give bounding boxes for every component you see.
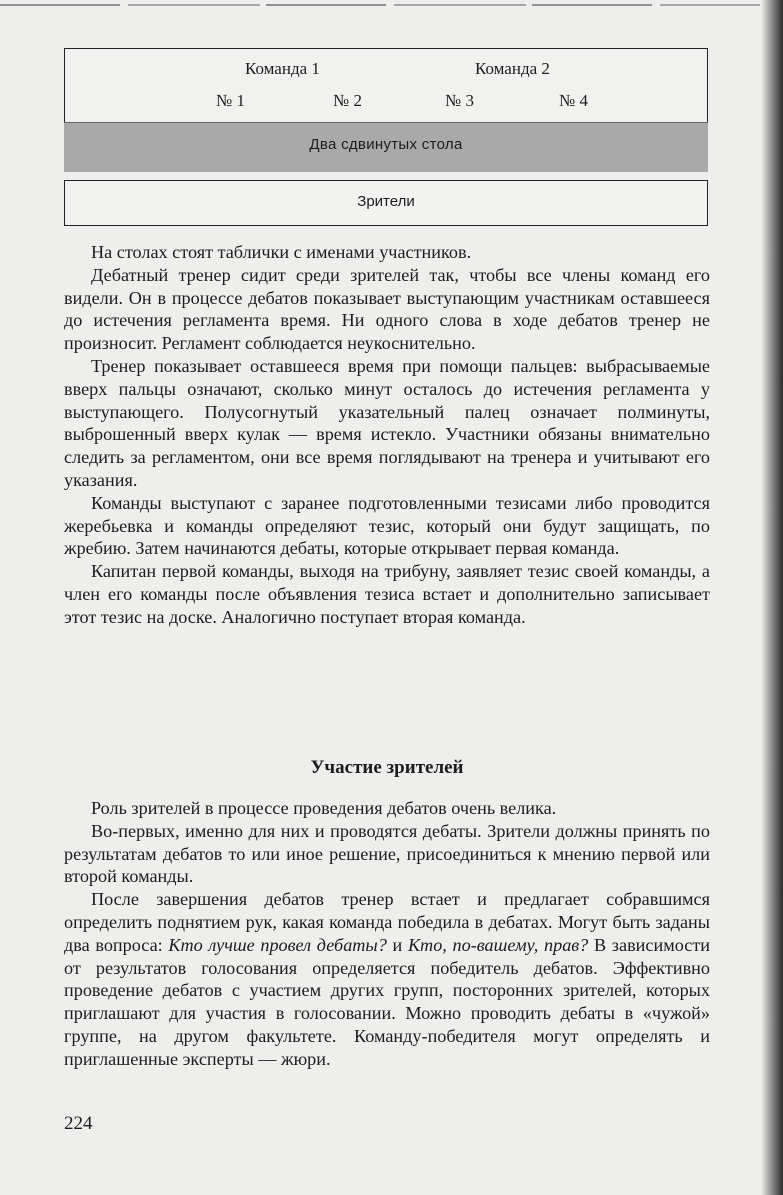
question-2: Кто, по-вашему, прав? — [407, 934, 589, 955]
paragraph: На столах стоят таблички с именами участников. — [91, 242, 472, 262]
team-2-label: Команда 2 — [475, 59, 550, 78]
paragraph: Дебатный тренер сидит среди зрителей так, чтобы все члены команд его видели. Он в процессе дебатов показывает выступающим участникам оставшееся до истечения регламента время. Ни одного слова в ходе дебатов тренер не произносит. Регламент соблюдается неукоснительно. — [64, 264, 710, 354]
seat-number-3: № 3 — [445, 91, 474, 110]
audience-box — [64, 180, 708, 226]
seat-number-1: № 1 — [216, 91, 245, 110]
paragraph: Тренер показывает оставшееся время при помощи пальцев: выбрасываемые вверх пальцы означают, сколько минут осталось до истечения регламента у выступающего. Полусогнутый указательный палец означает полминуты, выброшенный вверх кулак — время истекло. Участники обязаны внимательно следить за регламентом, они все время поглядывают на тренера и учитывают его указания. — [64, 355, 710, 490]
tables-band — [64, 122, 708, 172]
seat-number-2: № 2 — [333, 91, 362, 110]
paragraph-text: и — [386, 934, 408, 955]
page-edge-shadow — [761, 0, 783, 1195]
body-text-bottom — [64, 797, 710, 1071]
paragraph-text: В зависимости от результатов голосования определяется победитель дебатов. Эффективно проведение дебатов с участием других групп, посторонних зрителей, которых приглашают для участия в голосовании. Можно проводить дебаты в «чужой» группе, на другом факультете. Команду-победителя могут определять и приглашенные эксперты — жюри. — [64, 934, 711, 1069]
top-edge-rule — [0, 4, 760, 6]
seat-number-4: № 4 — [559, 91, 588, 110]
seating-diagram — [64, 48, 708, 172]
team-1-label: Команда 1 — [245, 59, 320, 78]
body-text-top — [64, 241, 710, 629]
paragraph: Команды выступают с заранее подготовленными тезисами либо проводится жеребьевка и команды определяют тезис, который они будут защищать, по жребию. Затем начинаются дебаты, которые открывает первая команда. — [64, 492, 710, 559]
paragraph — [64, 888, 710, 1070]
question-1: Кто лучше провел дебаты? — [168, 934, 387, 955]
paragraph: Во-первых, именно для них и проводятся дебаты. Зрители должны принять по результатам дебатов то или иное решение, присоединиться к мнению первой или второй команды. — [64, 820, 710, 887]
page-number: 224 — [64, 1113, 93, 1134]
paragraph: Роль зрителей в процессе проведения дебатов очень велика. — [91, 798, 557, 818]
paragraph: Капитан первой команды, выходя на трибуну, заявляет тезис своей команды, а член его команды после объявления тезиса встает и дополнительно записывает этот тезис на доске. Аналогично поступает вторая команда. — [64, 561, 710, 627]
tables-label: Два сдвинутых стола — [309, 136, 463, 153]
paragraph-text: После завершения дебатов тренер встает и предлагает собравшимся определить поднятием рук, какая команда победила в дебатах. Могут быть заданы два вопроса: — [64, 889, 710, 955]
audience-label: Зрители — [357, 193, 415, 210]
section-heading: Участие зрителей — [310, 757, 464, 778]
